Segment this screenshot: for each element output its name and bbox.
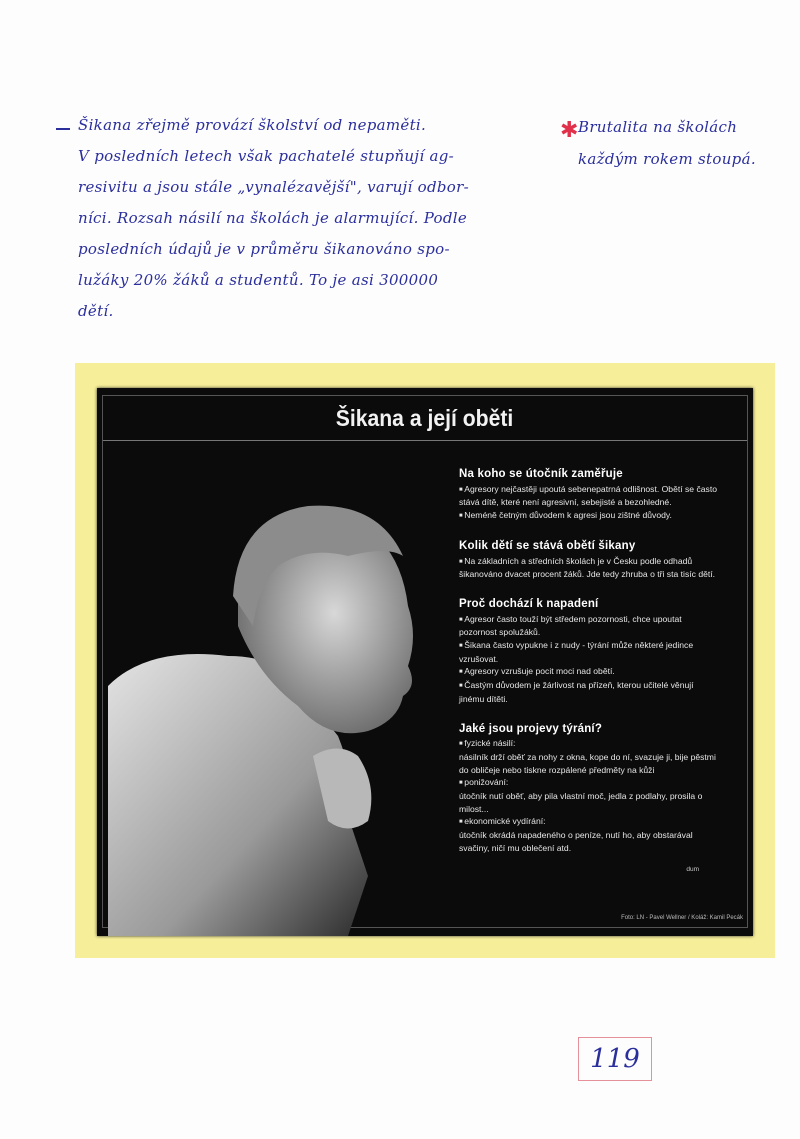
article-column: [459, 468, 719, 872]
note-line: lužáky 20% žáků a studentů. To je asi 300000: [78, 271, 439, 289]
side-note-line: každým rokem stoupá.: [578, 150, 756, 168]
side-note: [578, 118, 798, 178]
author-tag: dum: [686, 866, 699, 873]
article-section: [459, 540, 719, 581]
section-heading: Proč dochází k napadení: [459, 597, 599, 610]
section-paragraph: ■ Agresor často touží být středem pozornosti, chce upoutat pozornost spolužáků.: [459, 613, 719, 639]
section-paragraph: ■ Neméně četným důvodem k agresi jsou zištné důvody.: [459, 509, 719, 523]
asterisk-icon: ✱: [560, 118, 579, 143]
section-paragraph: násilník drží oběť za nohy z okna, kope do ní, svazuje ji, bije pěstmi do obličeje nebo tiskne rozpálené předměty na kůži: [459, 751, 716, 775]
clipping-panel: [97, 388, 753, 936]
dash-mark: [56, 128, 70, 130]
clipping-title: Šikana a její oběti: [336, 404, 514, 431]
section-paragraph: ■ Častým důvodem je žárlivost na přízeň, kterou učitelé věnují jinému dítěti.: [459, 679, 719, 705]
section-paragraph: útočník okrádá napadeného o peníze, nutí ho, aby obstarával svačiny, ničí mu oblečení atd.: [459, 830, 693, 853]
panel-frame: [102, 395, 748, 928]
section-paragraph: ■ Šikana často vypukne i z nudy - týrání může některé jedince vzrušovat.: [459, 639, 719, 665]
section-paragraph: útočník nutí oběť, aby pila vlastní moč, jedla z podlahy, prosila o milost...: [459, 791, 703, 814]
section-heading: Na koho se útočník zaměřuje: [459, 468, 623, 480]
section-paragraph: ■ Agresory nejčastěji upoutá sebenepatrná odlišnost. Obětí se často stává dítě, které není agresivní, sebejisté a bezohledné.: [459, 483, 719, 509]
section-heading: Kolik dětí se stává obětí šikany: [459, 539, 636, 552]
title-bar: [103, 396, 747, 441]
article-section: [459, 468, 719, 523]
section-paragraph: ■ Agresory vzrušuje pocit moci nad obětí.: [459, 665, 719, 679]
section-paragraph: ■ ponižování:: [459, 776, 719, 790]
article-section: [459, 598, 719, 706]
section-paragraph: ■ ekonomické vydírání:: [459, 815, 719, 829]
side-note-line: Brutalita na školách: [578, 118, 738, 136]
note-line: níci. Rozsah násilí na školách je alarmující. Podle: [78, 209, 468, 227]
section-paragraph: ■ fyzické násilí:: [459, 737, 719, 751]
note-line: posledních údajů je v průměru šikanováno spo-: [78, 240, 450, 258]
article-section: [459, 723, 719, 855]
section-paragraph: ■ Na základních a středních školách je v Česku podle odhadů šikanováno dvacet procent žáků. Jde tedy zhruba o tři sta tisíc dětí.: [459, 555, 719, 581]
note-line: Šikana zřejmě provází školství od nepaměti.: [78, 116, 427, 134]
boy-photo: [108, 456, 468, 936]
page-number: 119: [578, 1037, 652, 1081]
note-line: V posledních letech však pachatelé stupňují ag-: [78, 147, 455, 165]
photo-credit: Foto: LN - Pavel Wellner / Koláž: Kamil Pecák: [621, 915, 743, 921]
section-heading: Jaké jsou projevy týrání?: [459, 722, 603, 735]
handwritten-note: [78, 116, 558, 346]
note-line: dětí.: [78, 302, 114, 320]
note-line: resivitu a jsou stále „vynalézavější", varují odbor-: [78, 178, 469, 196]
